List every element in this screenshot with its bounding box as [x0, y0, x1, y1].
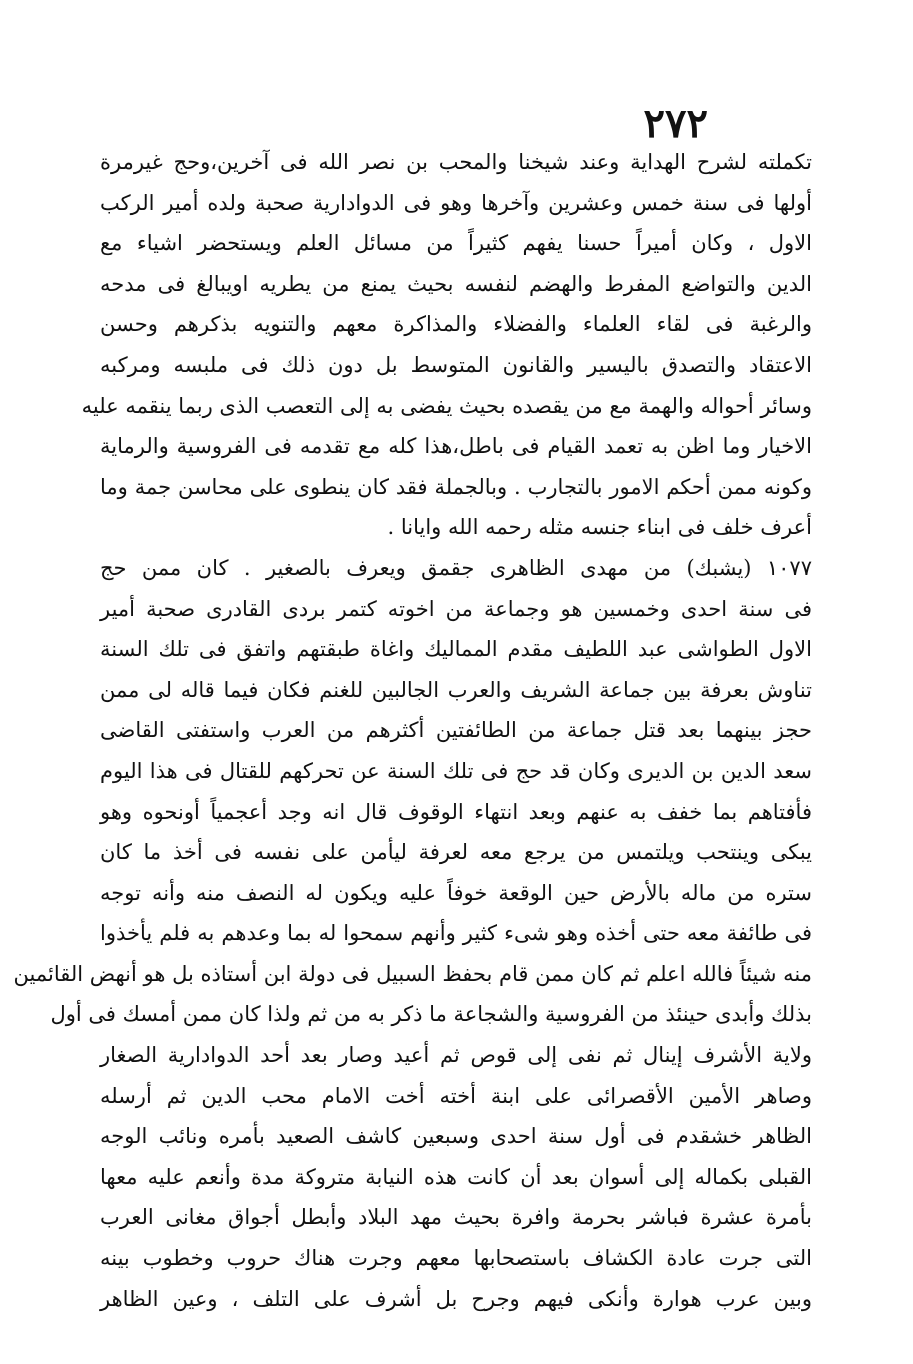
text-line: الظاهر خشقدم فى أول سنة احدى وسبعين كاشف الصعيد بأمره ونائب الوجه — [100, 1124, 812, 1149]
text-line: وبين عرب هوارة وأنكى فيهم وجرح بل أشرف على التلف ، وعين الظاهر — [100, 1286, 812, 1311]
text-line: وسائر أحواله والهمة مع من يقصده بحيث يفضى به إلى التعصب الذى ربما ينقمه عليه — [81, 393, 812, 418]
text-line: فى طائفة معه حتى أخذه وهو شىء كثير وأنهم سمحوا له بما وعدهم به فلم يأخذوا — [100, 921, 812, 946]
text-line: يبكى وينتحب ويلتمس من يرجع معه لعرفة ليأمن على نفسه فى أخذ ما كان — [100, 840, 812, 865]
text-line: القبلى بكماله إلى أسوان بعد أن كانت هذه النيابة متروكة مدة وأنعم عليه معها — [100, 1164, 812, 1189]
text-line: أولها فى سنة خمس وعشرين وآخرها وهو فى الدوادارية صحبة ولده أمير الركب — [100, 190, 812, 215]
text-line: وصاهر الأمين الأقصرائى على ابنة أخته أخت الامام محب الدين ثم أرسله — [100, 1083, 812, 1108]
text-line: التى جرت عادة الكشاف باستصحابها معهم وجرت هناك حروب وخطوب بينه — [100, 1246, 812, 1271]
page-number: ٢٧٢ — [643, 100, 708, 147]
text-line: بأمرة عشرة فباشر بحرمة وافرة بحيث مهد البلاد وأبطل أجواق مغانى العرب — [100, 1205, 812, 1230]
text-line: تناوش بعرفة بين جماعة الشريف والعرب الجالبين للغنم فكان فيما قاله لى ممن — [100, 677, 812, 702]
text-line: الاول ، وكان أميراً حسنا يفهم كثيراً من مسائل العلم ويستحضر اشياء مع — [100, 231, 812, 256]
text-line: تكملته لشرح الهداية وعند شيخنا والمحب بن نصر الله فى آخرين،وحج غيرمرة — [100, 150, 812, 174]
text-line: الاول الطواشى عبد اللطيف مقدم المماليك واغاة طبقتهم واتفق فى تلك السنة — [100, 637, 812, 662]
text-line: وكونه ممن أحكم الامور بالتجارب . وبالجملة فقد كان ينطوى على محاسن جمة وما — [100, 474, 812, 499]
text-line: ستره من ماله بالأرض حين الوقعة خوفاً عليه ويكون له النصف منه وأنه توجه — [100, 880, 812, 905]
text-line: حجز بينهما بعد قتل جماعة من الطائفتين أكثرهم من العرب واستفتى القاضى — [100, 718, 812, 743]
text-line: منه شيئاً فالله اعلم ثم كان ممن قام بحفظ السبيل فى دولة ابن أستاذه بل هو أنهض القائمين — [13, 961, 812, 986]
text-line: بذلك وأبدى حينئذ من الفروسية والشجاعة ما ذكر به من ثم ولذا كان ممن أمسك فى أول — [50, 1002, 812, 1027]
entry-heading-line: ١٠٧٧ (يشبك) من مهدى الظاهرى جقمق ويعرف بالصغير . كان ممن حج — [100, 555, 812, 580]
text-line: والرغبة فى لقاء العلماء والفضلاء والمذاكرة معهم والتنويه بذكرهم وحسن — [100, 312, 812, 337]
text-line: فى سنة احدى وخمسين هو وجماعة من اخوته كتمر بردى القادرى صحبة أمير — [100, 596, 812, 621]
text-line: ولاية الأشرف إينال ثم نفى إلى قوص ثم أعيد وصار بعد أحد الدوادارية الصغار — [100, 1043, 812, 1068]
text-line: الاخيار وما اظن به تعمد القيام فى باطل،هذا كله مع تقدمه فى الفروسية والرماية — [100, 434, 812, 459]
body-text — [13, 142, 812, 1319]
paragraph-end-line: أعرف خلف فى ابناء جنسه مثله رحمه الله وايانا . — [387, 515, 812, 540]
text-line: سعد الدين بن الديرى وكان قد حج فى تلك السنة عن تحركهم للقتال فى هذا اليوم — [100, 758, 812, 783]
text-line: الدين والتواضع المفرط والهضم لنفسه بحيث يمنع من يطريه اويبالغ فى مدحه — [100, 271, 812, 296]
text-line: الاعتقاد والتصدق باليسير والقانون المتوسط بل دون ذلك فى ملبسه ومركبه — [100, 352, 812, 377]
text-line: فأفتاهم بما خفف به عنهم وبعد انتهاء الوقوف قال انه وجد أعجمياً أونحوه وهو — [100, 799, 812, 824]
